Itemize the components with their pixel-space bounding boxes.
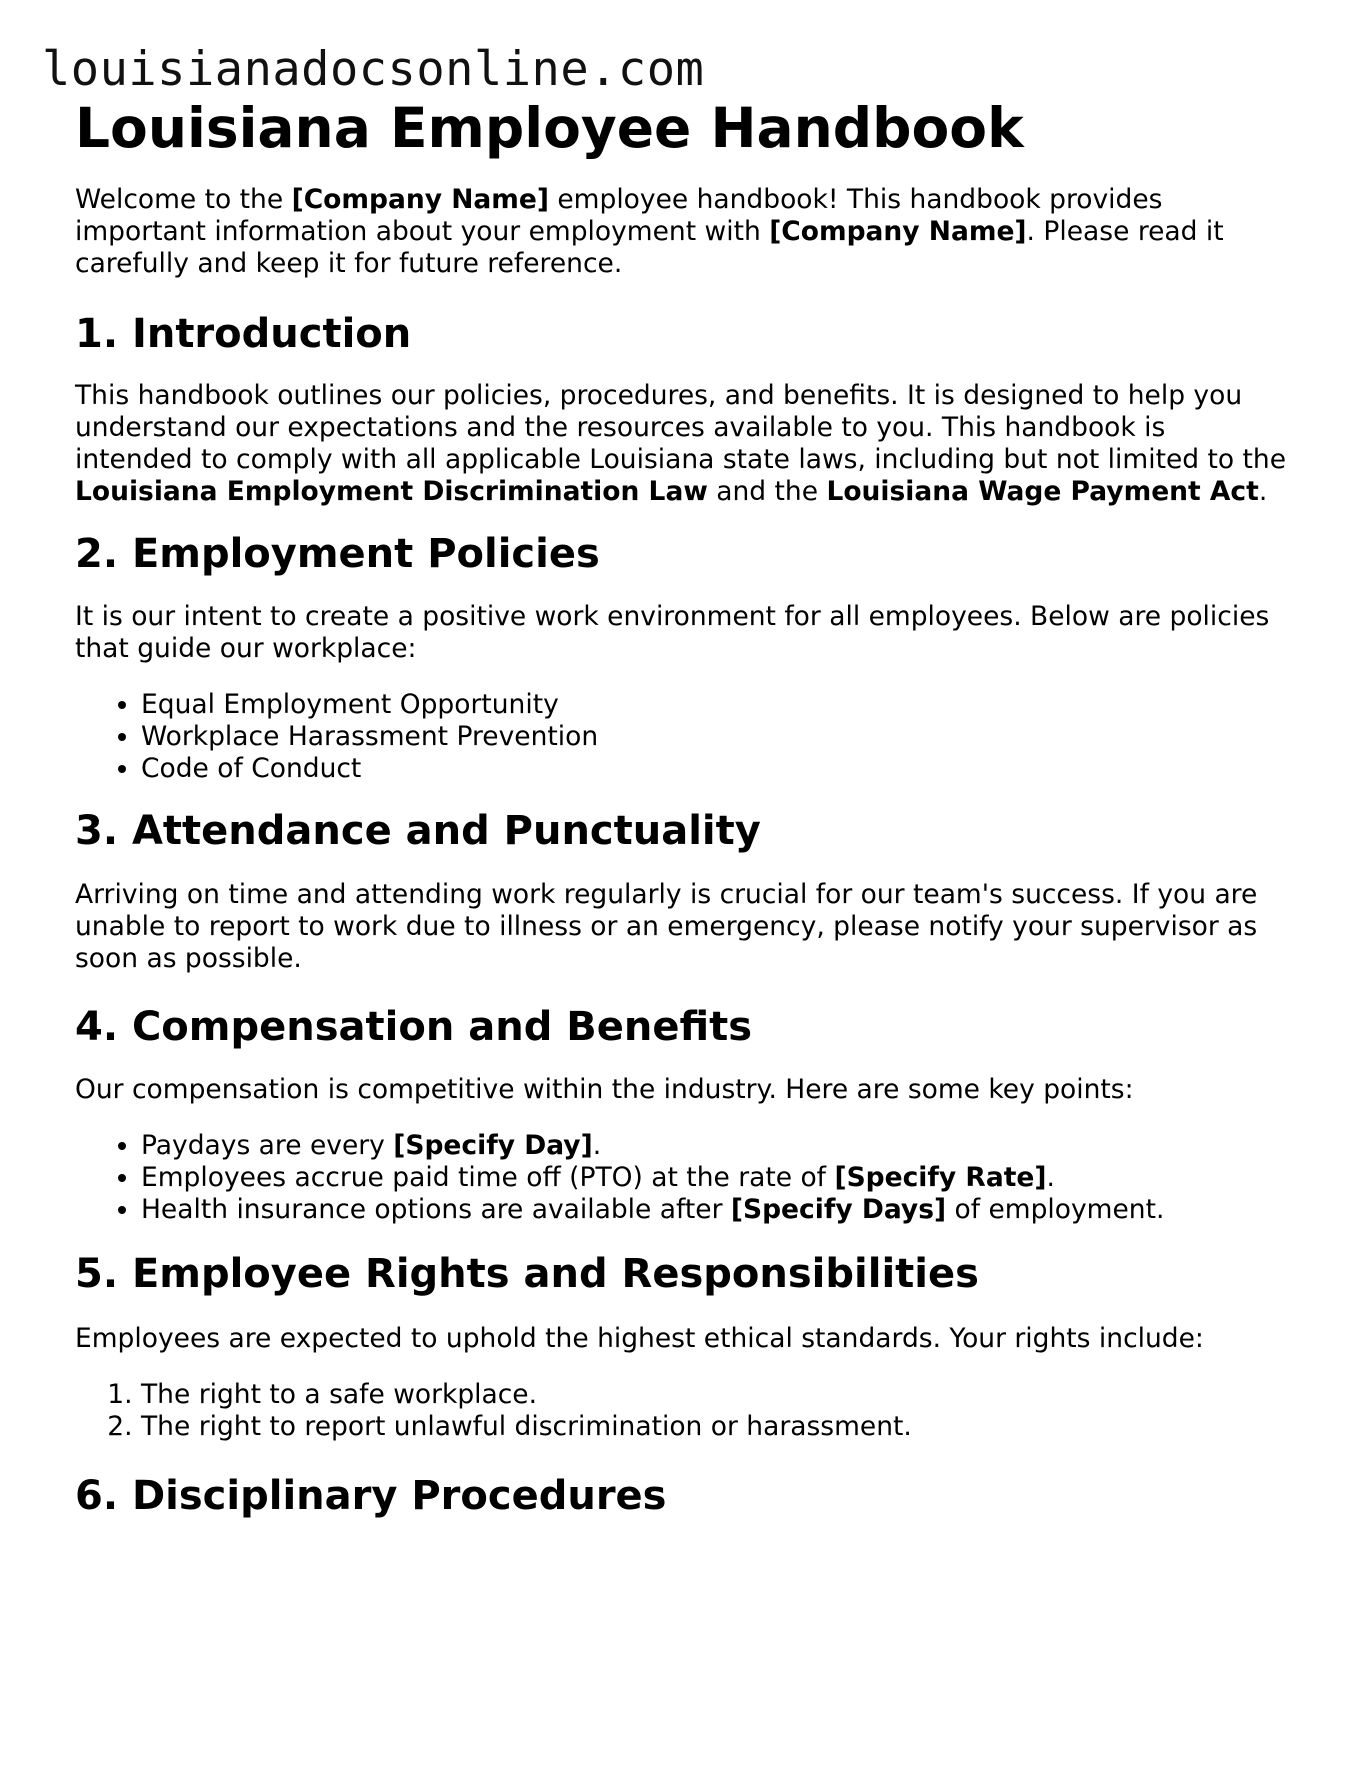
intro-text-1: Welcome to the (75, 184, 292, 215)
section-heading-employment-policies: 2. Employment Policies (75, 531, 600, 577)
compensation-paragraph: Our compensation is competitive within the industry. Here are some key points: (75, 1074, 1134, 1105)
introduction-text-2: and the (707, 476, 827, 507)
list-item-text: Health insurance options are available after (141, 1194, 731, 1225)
intro-text-3: . Please read it carefully and keep it for future reference. (75, 216, 1224, 279)
section-heading-disciplinary: 6. Disciplinary Procedures (75, 1473, 667, 1519)
site-watermark: louisianadocsonline.com (42, 42, 705, 97)
list-item (141, 1162, 1290, 1194)
list-item: • Code of Conduct (141, 753, 1290, 785)
employment-policies-paragraph: It is our intent to create a positive work environment for all employees. Below are policies that guide our workplace: (75, 601, 1270, 664)
rights-paragraph: Employees are expected to uphold the highest ethical standards. Your rights include: (75, 1323, 1204, 1354)
specify-rate-placeholder: [Specify Rate] (834, 1162, 1047, 1193)
rights-list (75, 1379, 1290, 1443)
list-item-text: . (1046, 1162, 1055, 1193)
list-item: 2. The right to report unlawful discrimination or harassment. (141, 1411, 1290, 1443)
introduction-paragraph (75, 380, 1290, 508)
section-heading-attendance: 3. Attendance and Punctuality (75, 808, 761, 854)
list-item-text: Employees accrue paid time off (PTO) at the rate of (141, 1162, 835, 1193)
list-item-text: of employment. (946, 1194, 1165, 1225)
law-name-discrimination: Louisiana Employment Discrimination Law (75, 476, 708, 507)
list-item-text: Paydays are every (141, 1130, 394, 1161)
handbook-document (75, 92, 1290, 1522)
policies-list (75, 689, 1290, 785)
list-item: 1. The right to a safe workplace. (141, 1379, 1290, 1411)
section-heading-compensation: 4. Compensation and Benefits (75, 1004, 753, 1050)
section-heading-introduction: 1. Introduction (75, 311, 412, 357)
list-item-text: . (592, 1130, 602, 1161)
specify-day-placeholder: [Specify Day] (393, 1130, 593, 1161)
section-heading-rights: 5. Employee Rights and Responsibilities (75, 1251, 979, 1297)
attendance-paragraph: Arriving on time and attending work regularly is crucial for our team's success. If you are unable to report to work due to illness or an emergency, please notify your supervisor as soon as possible. (75, 879, 1258, 974)
introduction-text-1: This handbook outlines our policies, procedures, and benefits. It is designed to help you understand our expectations and the resources available to you. This handbook is intended to comply with all applicable Louisiana state laws, including but not limited to the (75, 380, 1287, 475)
list-item: • Workplace Harassment Prevention (141, 721, 1290, 753)
page-title: Louisiana Employee Handbook (75, 96, 1024, 160)
company-name-placeholder: [Company Name] (769, 216, 1027, 247)
compensation-list (75, 1130, 1290, 1226)
intro-paragraph (75, 184, 1290, 280)
company-name-placeholder: [Company Name] (291, 184, 549, 215)
list-item: • Equal Employment Opportunity (141, 689, 1290, 721)
introduction-text-3: . (1258, 476, 1268, 507)
list-item (141, 1130, 1290, 1162)
law-name-wage-payment: Louisiana Wage Payment Act (826, 476, 1259, 507)
specify-days-placeholder: [Specify Days] (730, 1194, 947, 1225)
intro-text-2: employee handbook! This handbook provides important information about your employment with (75, 184, 1163, 247)
list-item (141, 1194, 1290, 1226)
